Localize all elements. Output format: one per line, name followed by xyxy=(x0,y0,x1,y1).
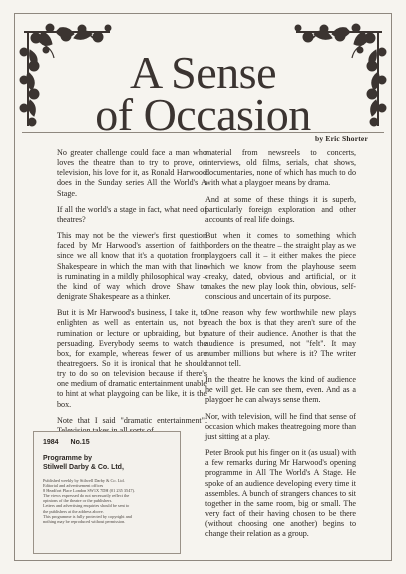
paragraph: No greater challenge could face a man who loves the theatre than to try to prove, on television, his love for it, as Ronald Harwood does in the Sunday series All the World's A Stage. xyxy=(57,148,207,198)
paragraph: One reason why few worthwhile new plays reach the box is that they aren't sure of the nature of their audience. Another is that the audience is presumed, not "felt". It may number millions but where is it? The writer cannot tell. xyxy=(205,308,356,368)
issue-year: 1984 xyxy=(43,439,59,446)
issue-line xyxy=(43,439,171,446)
article-column-right xyxy=(205,148,356,545)
notice-line: 8 Headfort Place London SW1X 7DH (01 235 3547). xyxy=(43,488,136,494)
article-title-line-2: of Occasion xyxy=(95,89,311,140)
publisher-notice xyxy=(43,478,171,524)
paragraph: material from newsreels to concerts, interviews, old films, serials, chat shows, documentaries, none of which has much to do with what a playgoer means by drama. xyxy=(205,148,356,188)
notice-line: opinions of the theatre or the publishers. xyxy=(43,498,113,504)
issue-number: No.15 xyxy=(70,439,90,446)
notice-line: Letters and advertising enquiries should be sent to xyxy=(43,503,130,509)
notice-line: the publishers at the address above. xyxy=(43,508,104,514)
paragraph: Nor, with television, will he find that sense of occasion which makes theatregoing more than just sitting at a play. xyxy=(205,411,356,441)
paragraph: In the theatre he knows the kind of audience he will get. He can see them, even. And as a playgoer he can always sense them. xyxy=(205,375,356,405)
title-divider xyxy=(22,132,384,133)
byline: by Eric Shorter xyxy=(315,134,368,143)
publication-info-box xyxy=(33,431,181,554)
paragraph: If all the world's a stage in fact, what need of theatres? xyxy=(57,204,207,224)
paragraph: But when it comes to something which borders on the theatre – the straight play as we playgoers call it – it either makes the piece which we know from the playhouse seem creaky, dated, obvious and artificial, or it makes the new play look thin, obvious, self-conscious and uncertain of its purpose. xyxy=(205,231,356,302)
notice-line: The views expressed do not necessarily reflect the xyxy=(43,493,130,499)
notice-line: nothing may be reproduced without permission. xyxy=(43,518,126,524)
programme-line-2: Stilwell Darby & Co. Ltd, xyxy=(43,464,124,471)
notice-line: This programme is fully protected by copyright and xyxy=(43,513,132,519)
programme-credit xyxy=(43,454,171,472)
paragraph: Note that I said "dramatic entertainment". xyxy=(57,415,207,425)
article-title-line-1: A Sense xyxy=(130,47,276,98)
paragraph: Peter Brook put his finger on it (as usual) with a few remarks during Mr Harwood's opening programme in All The World's A Stage. He spoke of an audience developing every time it assembles. A bunch of strangers chances to sit together in the same room, big or small. The very fact of their having chosen to be there (without choosing one another) begins to change their relation as a group. xyxy=(205,448,356,539)
notice-line: Published weekly by Stilwell Darby & Co. Ltd. xyxy=(43,478,125,483)
programme-line-1: Programme by xyxy=(43,455,93,462)
article-column-left xyxy=(57,148,207,442)
paragraph: But it is Mr Harwood's business, I take it, to enlighten as well as entertain us, not by rumination or lecture or upbraiding, but by persuading. Everybody seems to watch the box, for example, whereas fewer of us are theatregoers. So it is ironical that he should try to do so on television because if there's one medium of dramatic entertainment unable to hint at what playgoing can be like, it is the box. xyxy=(57,308,207,409)
paragraph: And at some of these things it is superb, particularly foreign exploration and other accounts of real life doings. xyxy=(205,194,356,224)
notice-line: Editorial and advertisement offices xyxy=(43,483,104,489)
paragraph: This may not be the viewer's first question faced by Mr Harwood's assertion of faith, since we all know that it's a quotation from Shakespeare in which the man with that line is ruminating in a mildly philosophical way – the kind of way which drove Shaw to denigrate Shakespeare as a thinker. xyxy=(57,231,207,302)
